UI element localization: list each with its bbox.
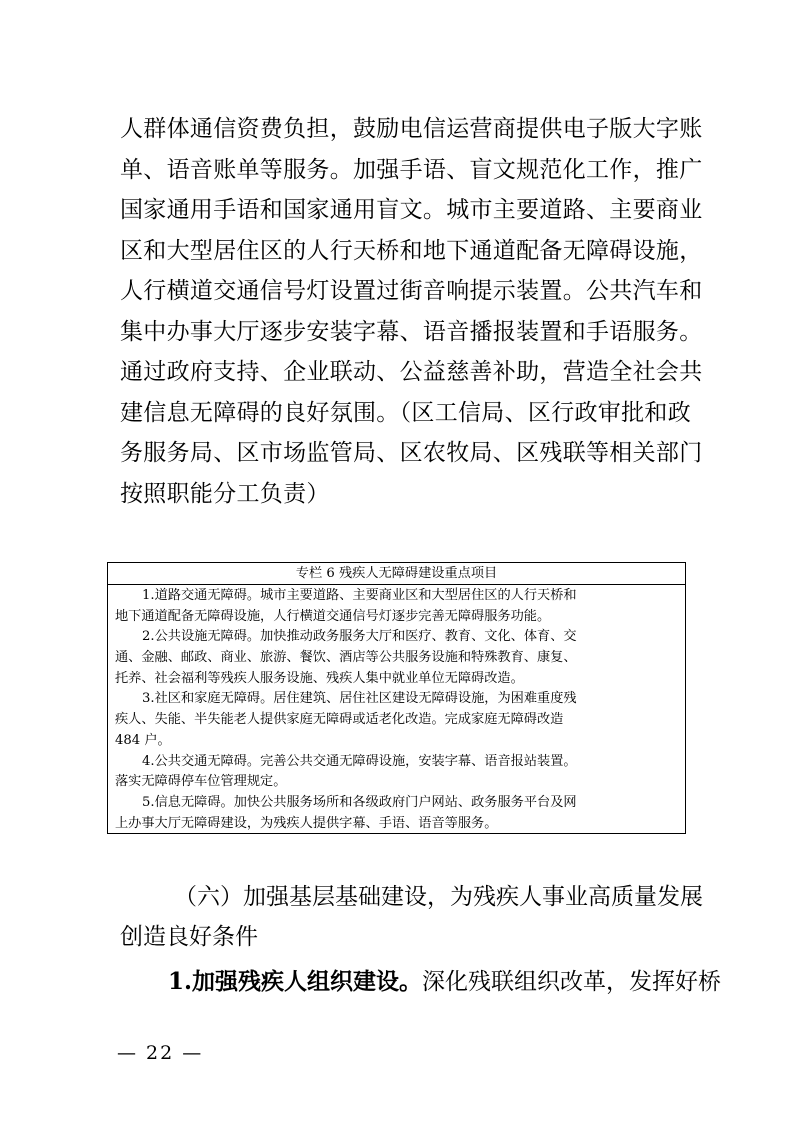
paragraph-2-bold-lead: 1.加强残疾人组织建设。 [168, 968, 423, 995]
body-line: 按照职能分工负责） [120, 480, 330, 507]
body-line: 建信息无障碍的良好氛围。（区工信局、区行政审批和政 [120, 399, 691, 426]
section-heading-line: 创造良好条件 [120, 924, 258, 950]
section-heading-line: （六）加强基层基础建设，为残疾人事业高质量发展 [174, 884, 703, 910]
box-line: 484 户。 [115, 732, 171, 748]
paragraph-2 [168, 962, 721, 1002]
sidebar-box-title: 专栏 6 残疾人无障碍建设重点项目 [108, 563, 685, 585]
box-line: 1.道路交通无障碍。城市主要道路、主要商业区和大型居住区的人行天桥和 [142, 588, 577, 603]
body-paragraph [120, 109, 703, 514]
box-line: 托养、社会福利等残疾人服务设施、残疾人集中就业单位无障碍改造。 [115, 670, 524, 686]
paragraph-2-text: 深化残联组织改革，发挥好桥 [422, 969, 722, 995]
body-line: 通过政府支持、企业联动、公益慈善补助，营造全社会共 [120, 359, 703, 385]
box-line: 地下通道配备无障碍设施，人行横道交通信号灯逐步完善无障碍服务功能。 [115, 608, 551, 624]
box-line: 5.信息无障碍。加快公共服务场所和各级政府门户网站、政务服务平台及网 [142, 794, 577, 810]
box-line: 上办事大厅无障碍建设，为残疾人提供字幕、手语、语音等服务。 [115, 815, 498, 831]
sidebar-box-body [108, 585, 685, 834]
page-number: — 22 — [117, 1042, 204, 1064]
box-line: 4.公共交通无障碍。完善公共交通无障碍设施，安装字幕、语音报站装置。 [142, 753, 577, 769]
body-line: 务服务局、区市场监管局、区农牧局、区残联等相关部门 [120, 440, 703, 466]
box-line: 落实无障碍停车位管理规定。 [115, 774, 287, 790]
box-line: 2.公共设施无障碍。加快推动政务服务大厅和医疗、教育、文化、体育、交 [142, 629, 577, 645]
sidebar-box [107, 562, 686, 834]
body-line: 区和大型居住区的人行天桥和地下通道配备无障碍设施， [120, 237, 703, 264]
body-line: 国家通用手语和国家通用盲文。城市主要道路、主要商业 [120, 197, 703, 223]
body-line: 人群体通信资费负担，鼓励电信运营商提供电子版大字账 [120, 116, 703, 142]
body-line: 单、语音账单等服务。加强手语、盲文规范化工作，推广 [120, 156, 703, 183]
section-heading [120, 877, 703, 957]
box-line: 3.社区和家庭无障碍。居住建筑、居住社区建设无障碍设施，为困难重度残 [142, 691, 577, 707]
body-line: 集中办事大厅逐步安装字幕、语音播报装置和手语服务。 [120, 318, 703, 345]
body-line: 人行横道交通信号灯设置过街音响提示装置。公共汽车和 [120, 278, 703, 304]
box-line: 通、金融、邮政、商业、旅游、餐饮、酒店等公共服务设施和特殊教育、康复、 [115, 650, 577, 666]
box-line: 疾人、失能、半失能老人提供家庭无障碍或适老化改造。完成家庭无障碍改造 [115, 712, 564, 728]
